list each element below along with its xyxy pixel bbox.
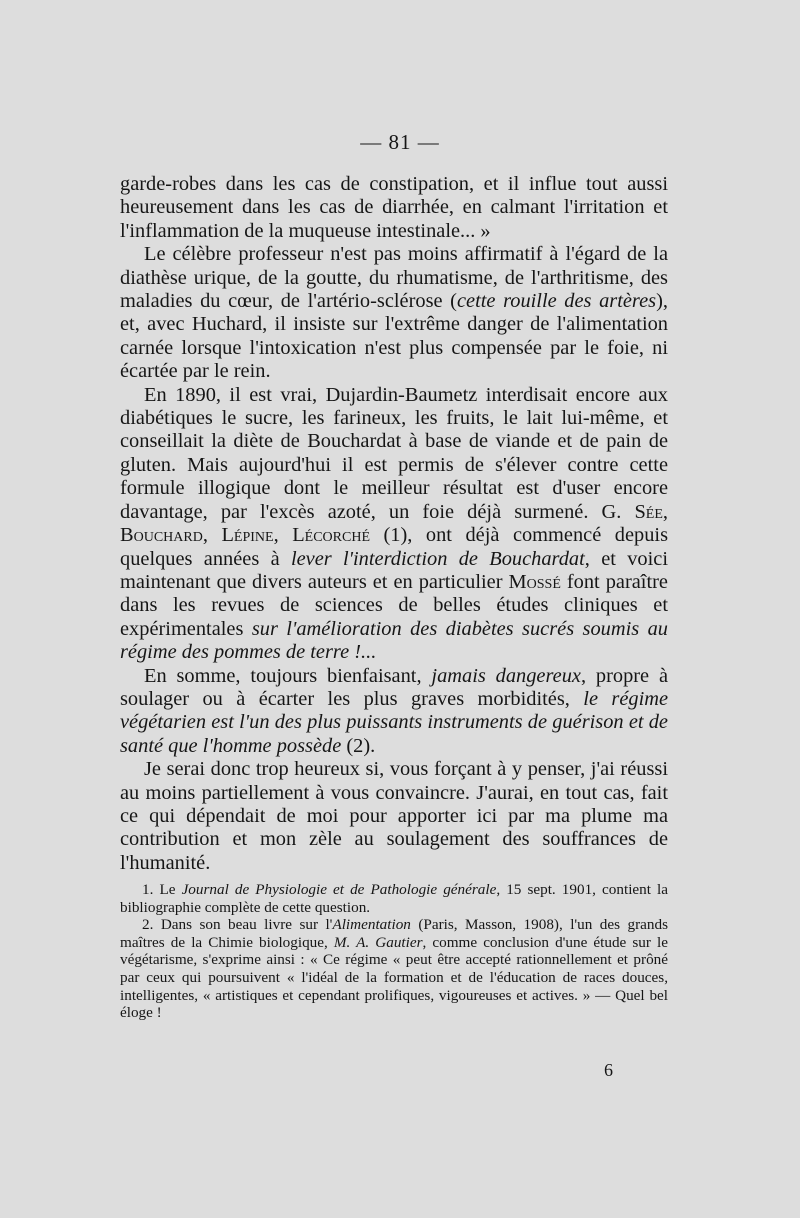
paragraph bbox=[120, 665, 668, 759]
italic-text: M. A. Gautier bbox=[333, 933, 423, 951]
text-run: (1), ont déjà commencé depuis quelques années à bbox=[120, 524, 669, 570]
text-run: 2. Dans son beau livre sur l' bbox=[142, 916, 333, 934]
text-run: , bbox=[662, 500, 668, 523]
text-run: , bbox=[202, 524, 222, 547]
body-text bbox=[120, 173, 668, 875]
footnote bbox=[120, 881, 668, 916]
text-run: , comme conclusion d'une étude sur le végétarisme, s'exprime ainsi : « Ce régime « peut être accepté rationnellement et prôné par ceux qui poursuivent « l'idéal de la formation et de l'éducation de races douces, intelligentes, « artistiques et cependant prolifiques, vigoureuses et actives. » — Quel bel éloge ! bbox=[120, 933, 668, 1022]
text-run: font paraître dans les revues de sciences de belles études cliniques et expérimentales bbox=[120, 570, 668, 640]
footnote bbox=[120, 916, 668, 1022]
text-run: garde-robes dans les cas de constipation, et il influe tout aussi heureusement dans les cas de diarrhée, en calmant l'irritation et l'inflammation de la muqueuse intestinale... » bbox=[120, 173, 668, 242]
text-run: , propre à soulager ou à écarter les plus graves morbidités, bbox=[120, 664, 668, 710]
text-run: En 1890, il est vrai, Dujardin-Baumetz interdisait encore aux diabétiques le sucre, les farineux, les fruits, le lait lui-même, et conseillait la diète de Bouchardat à base de viande et de pain de gluten. Mais aujourd'hui il est permis de s'élever contre cette formule illogique dont le meilleur résultat est d'user encore davantage, par l'excès azoté, un foie déjà surmené. G. bbox=[120, 383, 668, 523]
small-caps-name: Mossé bbox=[508, 570, 561, 593]
text-run: (Paris, Masson, 1908), l'un des grands maîtres de la Chimie biologique, bbox=[120, 916, 668, 951]
text-run: , et voici maintenant que divers auteurs et en particulier bbox=[120, 547, 668, 593]
italic-text: cette rouille des artères bbox=[456, 290, 657, 313]
italic-text: Alimentation bbox=[332, 916, 411, 934]
paragraph bbox=[120, 173, 668, 243]
italic-text: sur l'amélioration des diabètes sucrés soumis au régime des pommes de terre !... bbox=[120, 617, 668, 664]
paragraph bbox=[120, 243, 668, 383]
small-caps-name: Lépine bbox=[221, 524, 274, 547]
italic-text: jamais dangereux bbox=[431, 664, 581, 687]
signature-mark: 6 bbox=[604, 1060, 613, 1080]
small-caps-name: Bouchard bbox=[120, 524, 203, 547]
text-run: (2). bbox=[341, 734, 376, 757]
paragraph bbox=[120, 384, 668, 665]
text-run: , 15 sept. 1901, contient la bibliographie complète de cette question. bbox=[120, 881, 668, 916]
italic-text: le régime végétarien est l'un des plus puissants instruments de guérison et de santé que l'homme possède bbox=[120, 687, 669, 757]
small-caps-name: Lécorché bbox=[292, 524, 370, 547]
text-run: ), et, avec Huchard, il insiste sur l'extrême danger de l'alimentation carnée lorsque l'intoxication n'est plus compensée par le foie, ni écartée par le rein. bbox=[120, 290, 668, 383]
text-run: En somme, toujours bienfaisant, bbox=[144, 664, 432, 687]
paragraph bbox=[120, 758, 668, 875]
footnotes bbox=[120, 881, 668, 1022]
italic-text: lever l'interdiction de Bouchardat bbox=[290, 547, 585, 570]
italic-text: Journal de Physiologie et de Pathologie générale bbox=[181, 881, 497, 898]
text-run: Je serai donc trop heureux si, vous forçant à y penser, j'ai réussi au moins partiellement à vous convaincre. J'aurai, en tout cas, fait ce qui dépendait de moi pour apporter ici par ma plume ma contribution et mon zèle au soulagement des souffrances de l'humanité. bbox=[120, 758, 668, 874]
page-number-header: — 81 — bbox=[360, 130, 440, 154]
text-run: 1. Le bbox=[142, 881, 182, 898]
small-caps-name: Sée bbox=[634, 500, 663, 523]
text-run: , bbox=[273, 524, 293, 547]
text-run: Le célèbre professeur n'est pas moins affirmatif à l'égard de la diathèse urique, de la goutte, du rhumatisme, de l'arthritisme, des maladies du cœur, de l'artério-sclérose ( bbox=[120, 243, 668, 313]
